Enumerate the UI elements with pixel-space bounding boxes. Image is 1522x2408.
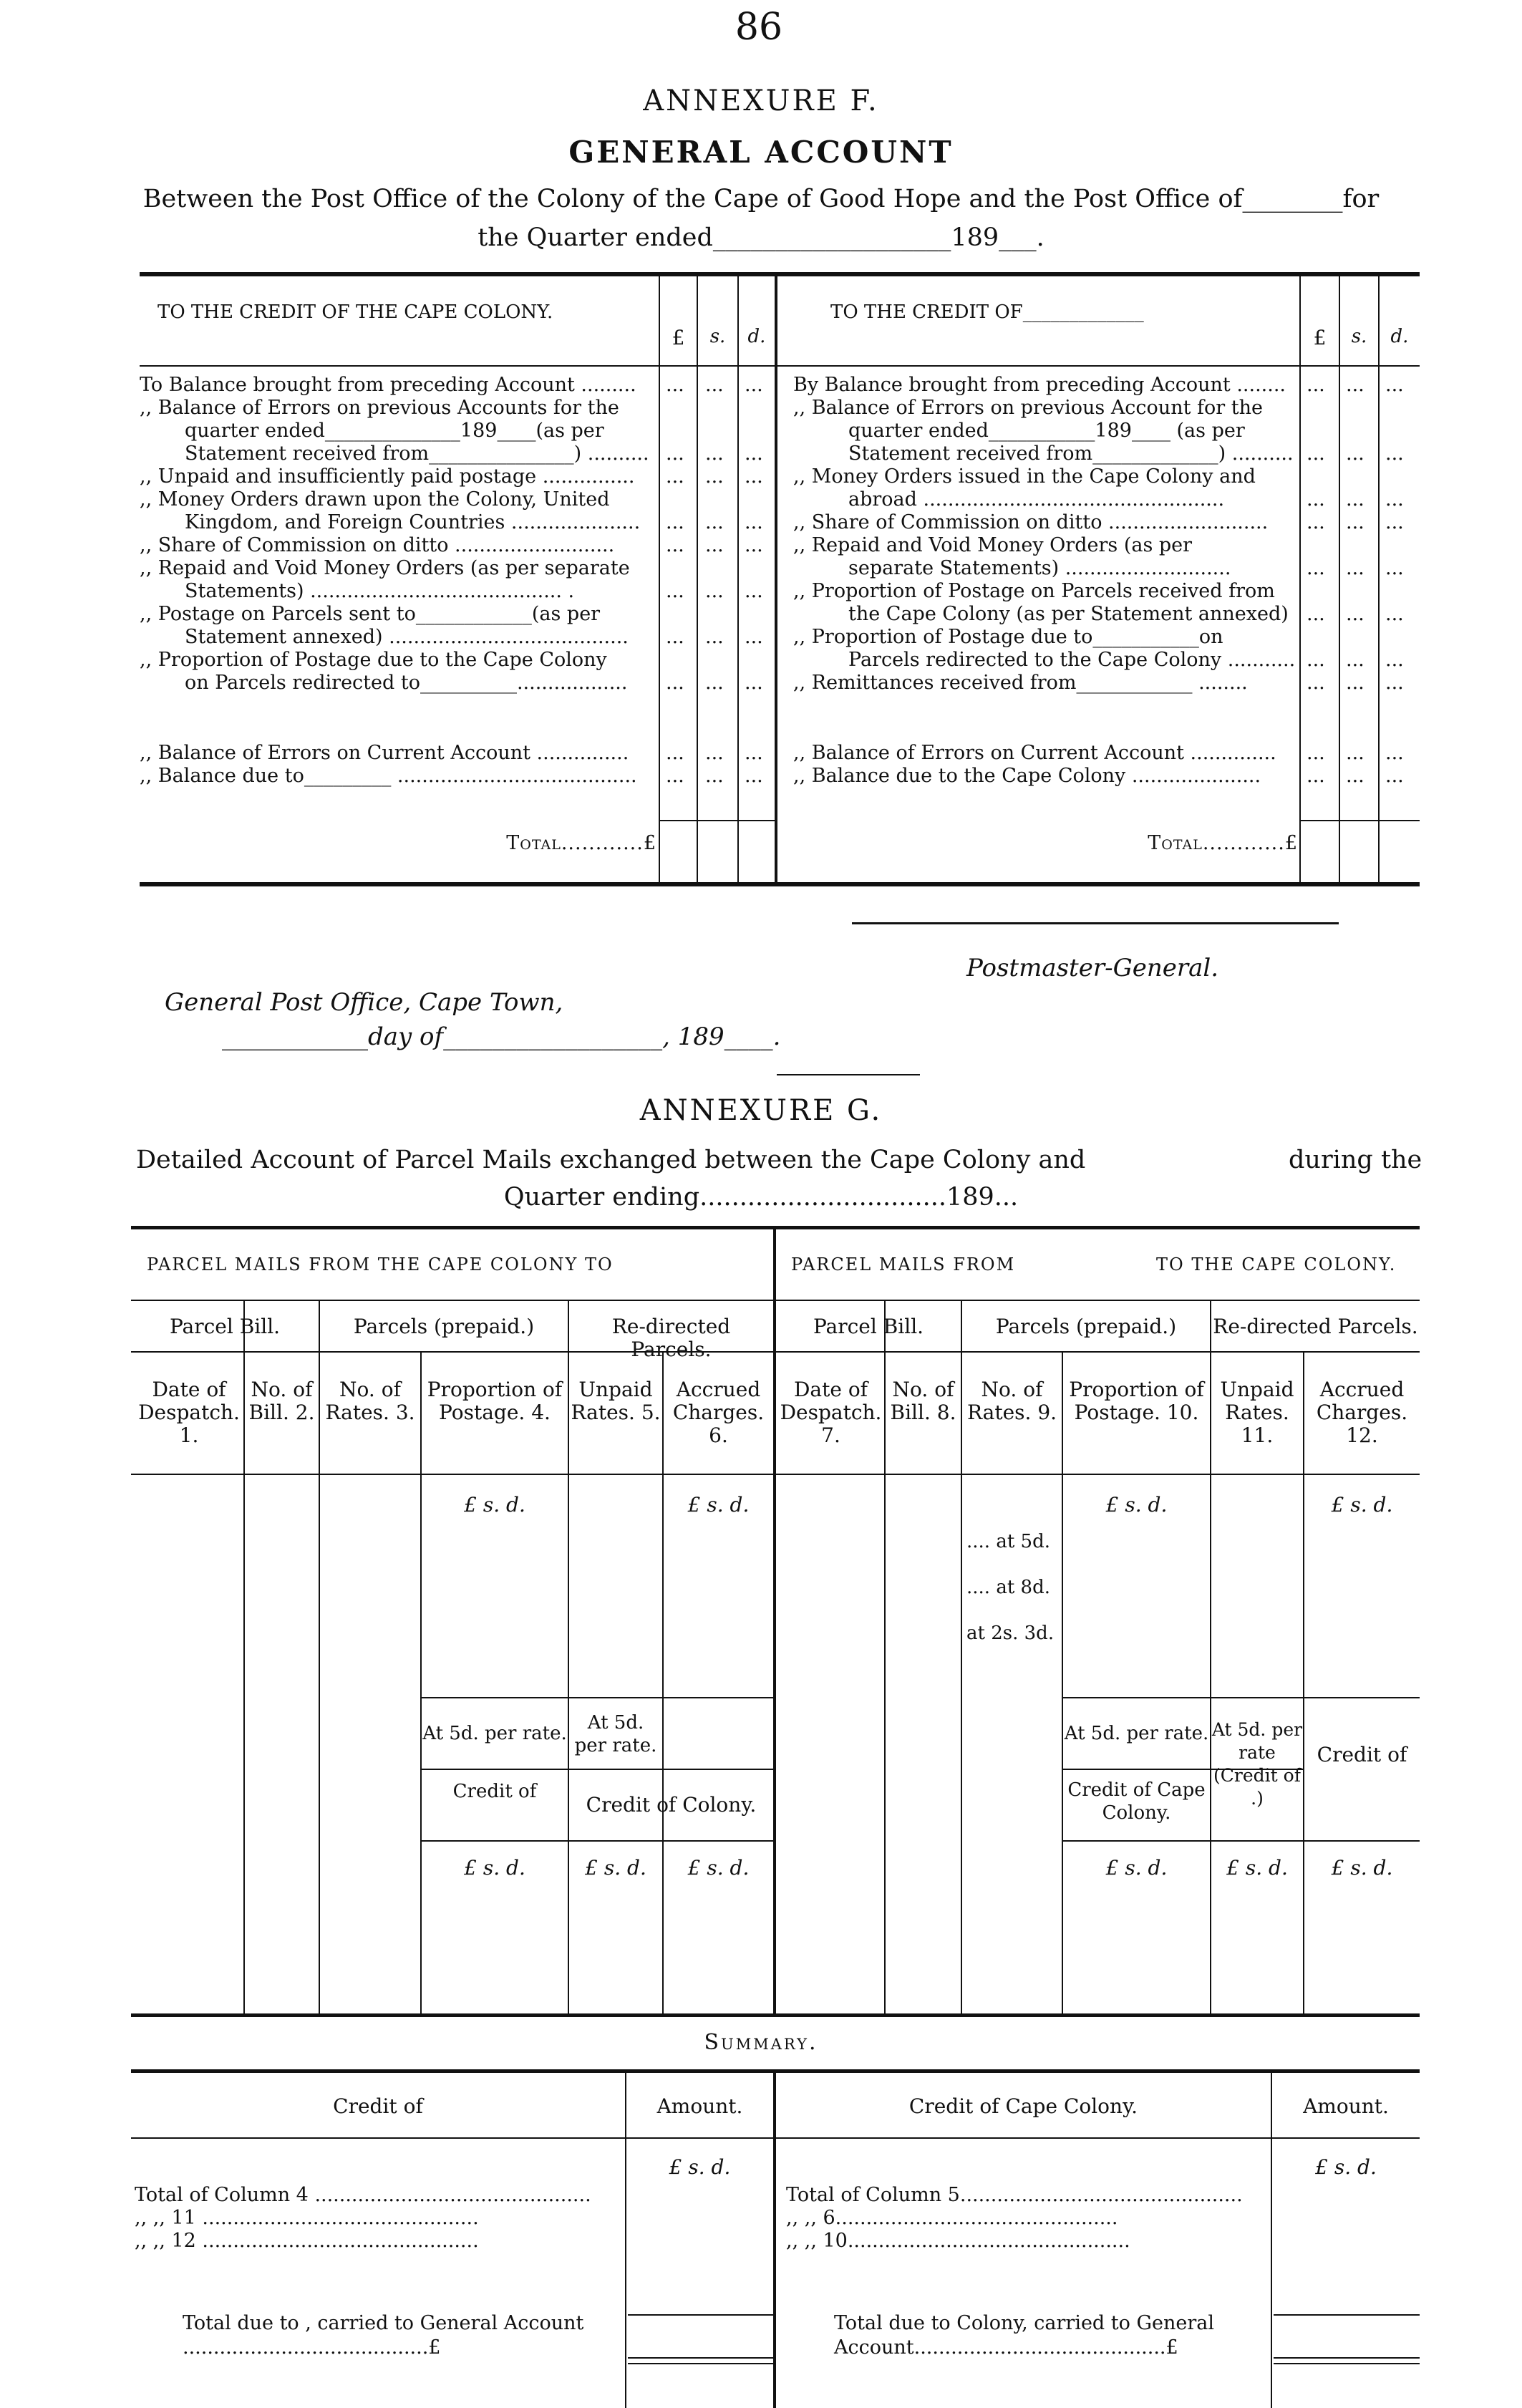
sub-redirected: Re-directed Parcels.: [611, 1315, 731, 1361]
col-header: Unpaid Rates. 5.: [571, 1378, 661, 1424]
list-item: quarter ended______________189____(as per: [185, 420, 604, 442]
sub-parcel-bill: Parcel Bill.: [169, 1315, 281, 1338]
list-item: on Parcels redirected to__________..................: [185, 672, 628, 694]
col-header: Proportion of Postage. 4.: [427, 1378, 563, 1424]
f-right-header: TO THE CREDIT OF_____________: [830, 301, 1144, 323]
sub-redirected: Re-directed Parcels.: [1213, 1315, 1418, 1338]
col-header: Accrued Charges. 12.: [1316, 1378, 1408, 1447]
list-item: By Balance brought from preceding Account ........: [793, 374, 1286, 396]
list-item: ,, Balance of Errors on previous Account for the: [793, 397, 1263, 419]
list-item: ,, Share of Commission on ditto ..........................: [793, 511, 1269, 533]
rate-8d: .... at 8d.: [966, 1577, 1050, 1598]
at5-credit-of: At 5d. per rate (Credit of .): [1211, 1719, 1303, 1809]
rate-2s3d: at 2s. 3d.: [966, 1623, 1055, 1644]
list-item: Total of Column 5..............................................: [786, 2184, 1243, 2206]
postmaster-general: Postmaster-General.: [966, 954, 1219, 982]
col-header: No. of Rates. 9.: [966, 1378, 1057, 1424]
at5-per-rate: At 5d. per rate.: [422, 1723, 567, 1744]
list-item: ,, Balance of Errors on Current Account ..............: [793, 742, 1276, 764]
list-item: ,, Proportion of Postage due to___________on: [793, 626, 1223, 648]
summary-left-total: Total due to , carried to General Account ........................................£: [183, 2312, 584, 2359]
list-item: separate Statements) ...........................: [848, 557, 1231, 579]
list-item: ,, Money Orders drawn upon the Colony, United: [140, 488, 610, 511]
col-header: No. of Bill. 2.: [248, 1378, 315, 1424]
list-item: ,, Balance of Errors on Current Account ...............: [140, 742, 629, 764]
col-header: Date of Despatch. 1.: [138, 1378, 240, 1447]
f-bottom-rule: [140, 882, 1420, 886]
list-item: Statement received from_______________) ..........: [185, 443, 649, 465]
list-item: ,, ,, 12 .............................................: [135, 2230, 479, 2252]
sub-prepaid: Parcels (prepaid.): [353, 1315, 535, 1338]
credit-of: Credit of: [1317, 1743, 1407, 1766]
list-item: Parcels redirected to the Cape Colony ...........: [848, 649, 1296, 671]
at5-perrate: At 5d. per rate.: [574, 1712, 657, 1756]
list-item: Kingdom, and Foreign Countries .....................: [185, 511, 641, 533]
col-header: No. of Rates. 3.: [325, 1378, 415, 1424]
g-right-group-b: TO THE CAPE COLONY.: [1156, 1254, 1397, 1275]
credit-of-cape-colony: Credit of Cape Colony.: [1067, 1779, 1206, 1824]
f-center-divider: [775, 276, 777, 882]
f-right-total: Total............£: [1148, 832, 1298, 854]
g-left-group: PARCEL MAILS FROM THE CAPE COLONY TO: [147, 1254, 614, 1275]
summary-right-head: Credit of Cape Colony.: [908, 2094, 1138, 2118]
col-header: No. of Bill. 8.: [890, 1378, 956, 1424]
sub-prepaid: Parcels (prepaid.): [995, 1315, 1177, 1338]
list-item: ,, Remittances received from____________ ........: [793, 672, 1248, 694]
list-item: ,, Balance due to the Cape Colony .....................: [793, 765, 1261, 787]
col-header: Unpaid Rates. 11.: [1220, 1378, 1294, 1447]
list-item: ,, Money Orders issued in the Cape Colony and: [793, 465, 1256, 488]
gpo-line: General Post Office, Cape Town,: [165, 988, 563, 1017]
col-header: Accrued Charges. 6.: [672, 1378, 765, 1447]
list-item: ,, Repaid and Void Money Orders (as per: [793, 534, 1193, 556]
f-top-rule: [140, 272, 1420, 276]
list-item: quarter ended___________189____ (as per: [848, 420, 1245, 442]
list-item: ,, Balance of Errors on previous Accounts for the: [140, 397, 619, 419]
list-item: ,, Proportion of Postage due to the Cape Colony: [140, 649, 607, 671]
summary-amount: Amount.: [1303, 2094, 1389, 2118]
list-item: Total of Column 4 .............................................: [135, 2184, 591, 2206]
list-item: ,, Postage on Parcels sent to____________(as per: [140, 603, 601, 625]
col-header: Proportion of Postage. 10.: [1069, 1378, 1204, 1424]
list-item: Statements) ......................................... .: [185, 580, 575, 602]
list-item: ,, ,, 10..............................................: [786, 2230, 1130, 2252]
summary-title: Summary.: [704, 2030, 818, 2055]
annexure-g-title: ANNEXURE G.: [639, 1094, 883, 1127]
during-the: during the: [1289, 1146, 1422, 1174]
detailed-line: Detailed Account of Parcel Mails exchanged between the Cape Colony and: [136, 1146, 1086, 1174]
quarter-line: the Quarter ended___________________189___.: [478, 223, 1044, 252]
list-item: ,, ,, 11 .............................................: [135, 2207, 479, 2229]
list-item: To Balance brought from preceding Account .........: [140, 374, 636, 396]
list-item: ,, Balance due to_________ .......................................: [140, 765, 637, 787]
at5-per-rate: At 5d. per rate.: [1064, 1723, 1209, 1744]
list-item: ,, Unpaid and insufficiently paid postage ...............: [140, 465, 635, 488]
summary-amount: Amount.: [656, 2094, 743, 2118]
page-number: 86: [735, 6, 783, 49]
list-item: the Cape Colony (as per Statement annexed): [848, 603, 1289, 625]
summary-left-head: Credit of: [333, 2094, 423, 2118]
list-item: ,, Share of Commission on ditto ..........................: [140, 534, 615, 556]
signature-line: [852, 922, 1339, 924]
rate-5d: .... at 5d.: [966, 1531, 1050, 1552]
list-item: ,, Repaid and Void Money Orders (as per separate: [140, 557, 630, 579]
sub-parcel-bill: Parcel Bill.: [813, 1315, 924, 1338]
f-left-total: Total............£: [506, 832, 656, 854]
list-item: Statement received from_____________) ..........: [848, 443, 1294, 465]
date-line: ____________day of__________________, 189____.: [222, 1022, 781, 1051]
list-item: ,, Proportion of Postage on Parcels received from: [793, 580, 1275, 602]
list-item: Statement annexed) .......................................: [185, 626, 629, 648]
list-item: abroad .................................................: [848, 488, 1225, 511]
g-right-group-a: PARCEL MAILS FROM: [791, 1254, 1016, 1275]
col-header: Date of Despatch. 7.: [780, 1378, 882, 1447]
credit-of-colony: Credit of Colony.: [586, 1793, 757, 1817]
g-quarter-line: Quarter ending...............................189...: [503, 1183, 1019, 1212]
f-left-header: TO THE CREDIT OF THE CAPE COLONY.: [157, 301, 553, 323]
annexure-f-title: ANNEXURE F.: [643, 84, 879, 117]
between-line: Between the Post Office of the Colony of the Cape of Good Hope and the Post Office of________for: [142, 185, 1380, 213]
credit-of: Credit of: [452, 1781, 537, 1802]
summary-right-total: Total due to Colony, carried to General Account.........................................£: [834, 2312, 1215, 2359]
list-item: ,, ,, 6..............................................: [786, 2207, 1118, 2229]
general-account-title: GENERAL ACCOUNT: [568, 135, 954, 170]
